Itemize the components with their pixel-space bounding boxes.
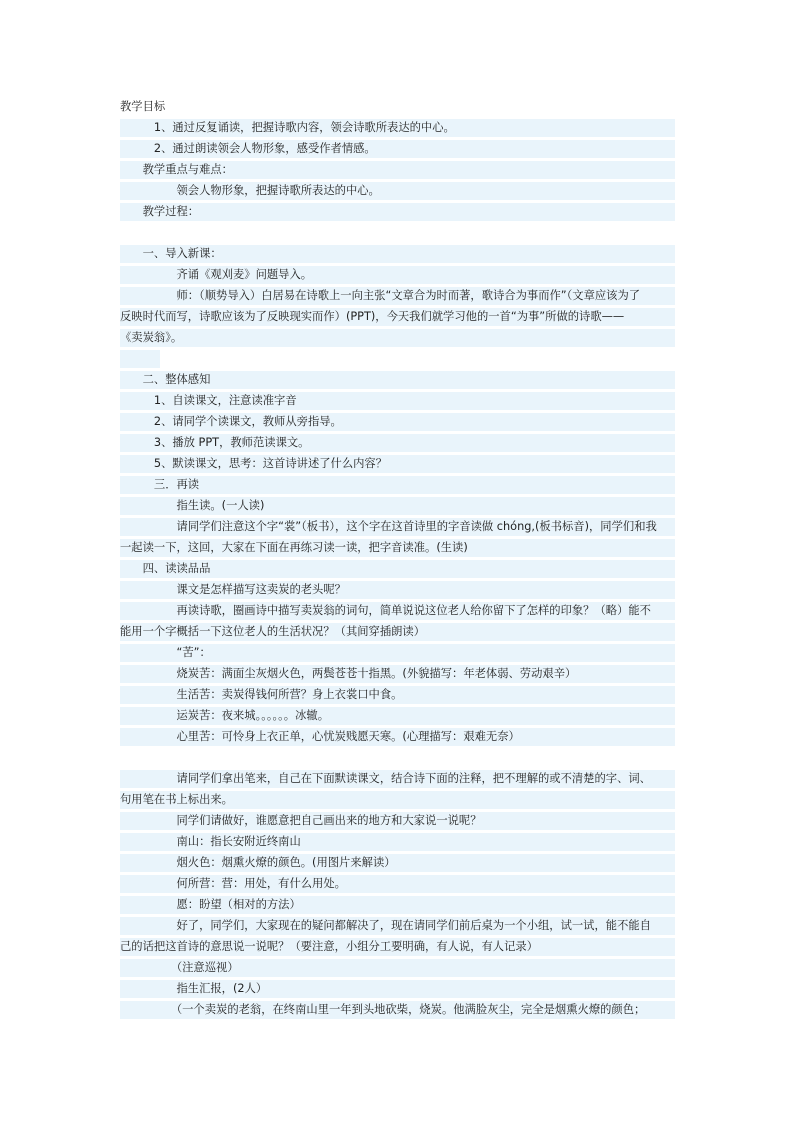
section-3-line-3: 一起读一下，这回，大家在下面在再练习读一读，把字音读准。(生读) (120, 539, 675, 557)
heading-teaching-goals: 教学目标 (120, 100, 166, 113)
note-yuan: 愿：盼望（相对的方法） (120, 896, 675, 914)
goal-2: 2、通过朗读领会人物形象，感受作者情感。 (120, 140, 675, 158)
section-4-heading: 四、读读品品 (120, 560, 675, 578)
section-4-line-2: 再读诗歌，圈画诗中描写卖炭翁的词句，简单说说这位老人给你留下了怎样的印象？（略）能不 (120, 602, 675, 620)
section-3-line-2: 请同学们注意这个字“裳”（板书），这个字在这首诗里的字音读做 chóng,(板书标音)，同学们和我 (120, 518, 675, 536)
section-4-heart: 心里苦：可怜身上衣正单，心忧炭贱愿天寒。(心理描写：艰难无奈） (120, 728, 675, 746)
section-2-item-3: 3、播放 PPT，教师范读课文。 (120, 434, 675, 452)
section-1-line-2: 师：（顺势导入）白居易在诗歌上一向主张“文章合为时而著，歌诗合为事而作”（文章应该为了 (120, 287, 675, 305)
section-3-line-1: 指生读。(一人读) (120, 497, 675, 515)
section-4-line-19: （注意巡视） (120, 959, 675, 977)
section-3-heading: 三．再读 (120, 476, 675, 494)
section-2-item-1: 1、自读课文，注意读准字音 (120, 392, 675, 410)
section-4-line-1: 课文是怎样描写这卖炭的老头呢？ (120, 581, 675, 599)
section-4-living: 生活苦：卖炭得钱何所营？身上衣裳口中食。 (120, 686, 675, 704)
section-4-line-10: 请同学们拿出笔来，自己在下面默读课文，结合诗下面的注释，把不理解的或不清楚的字、词、 (120, 770, 675, 788)
section-4-burning: 烧炭苦：满面尘灰烟火色，两鬓苍苍十指黑。(外貌描写：年老体弱、劳动艰辛） (120, 665, 675, 683)
section-4-line-12: 同学们请做好，谁愿意把自己画出来的地方和大家说一说呢？ (120, 812, 675, 830)
heading-process: 教学过程： (120, 203, 675, 221)
section-1-heading: 一、导入新课： (120, 245, 675, 263)
key-points-text: 领会人物形象，把握诗歌所表达的中心。 (120, 182, 675, 200)
section-4-line-21: （一个卖炭的老翁，在终南山里一年到头地砍柴，烧炭。他满脸灰尘，完全是烟熏火燎的颜色； (120, 1001, 675, 1019)
section-4-line-3: 能用一个字概括一下这位老人的生活状况？（其间穿插朗读） (120, 623, 675, 641)
section-1-line-4: 《卖炭翁》。 (120, 329, 675, 347)
section-1-line-1: 齐诵《观刈麦》问题导入。 (120, 266, 675, 284)
note-nanshan: 南山：指长安附近终南山 (120, 833, 675, 851)
note-yanhuose: 烟火色：烟熏火燎的颜色。(用图片来解读） (120, 854, 675, 872)
section-2-item-5: 5、默读课文，思考：这首诗讲述了什么内容？ (120, 455, 675, 473)
goal-1: 1、通过反复诵读，把握诗歌内容，领会诗歌所表达的中心。 (120, 119, 675, 137)
section-4-line-11: 句用笔在书上标出来。 (120, 791, 675, 809)
section-4-line-20: 指生汇报，(2人） (120, 980, 675, 998)
section-2-heading: 二、整体感知 (120, 371, 675, 389)
heading-key-points: 教学重点与难点： (120, 161, 675, 179)
section-4-transport: 运炭苦：夜来城。。。。。。冰辙。 (120, 707, 675, 725)
section-1-line-3: 反映时代而写，诗歌应该为了反映现实而作）(PPT)，今天我们就学习他的一首“为事”所做的诗歌—— (120, 308, 675, 326)
section-4-ku: “苦”： (120, 644, 675, 662)
section-4-line-17: 好了，同学们，大家现在的疑问都解决了，现在请同学们前后桌为一个小组，试一试，能不能自 (120, 917, 675, 935)
note-hesuoying: 何所营：营：用处，有什么用处。 (120, 875, 675, 893)
section-2-item-2: 2、请同学个读课文，教师从旁指导。 (120, 413, 675, 431)
section-4-line-18: 己的话把这首诗的意思说一说呢？（要注意，小组分工要明确，有人说，有人记录） (120, 938, 675, 956)
highlight-stub (120, 350, 160, 368)
